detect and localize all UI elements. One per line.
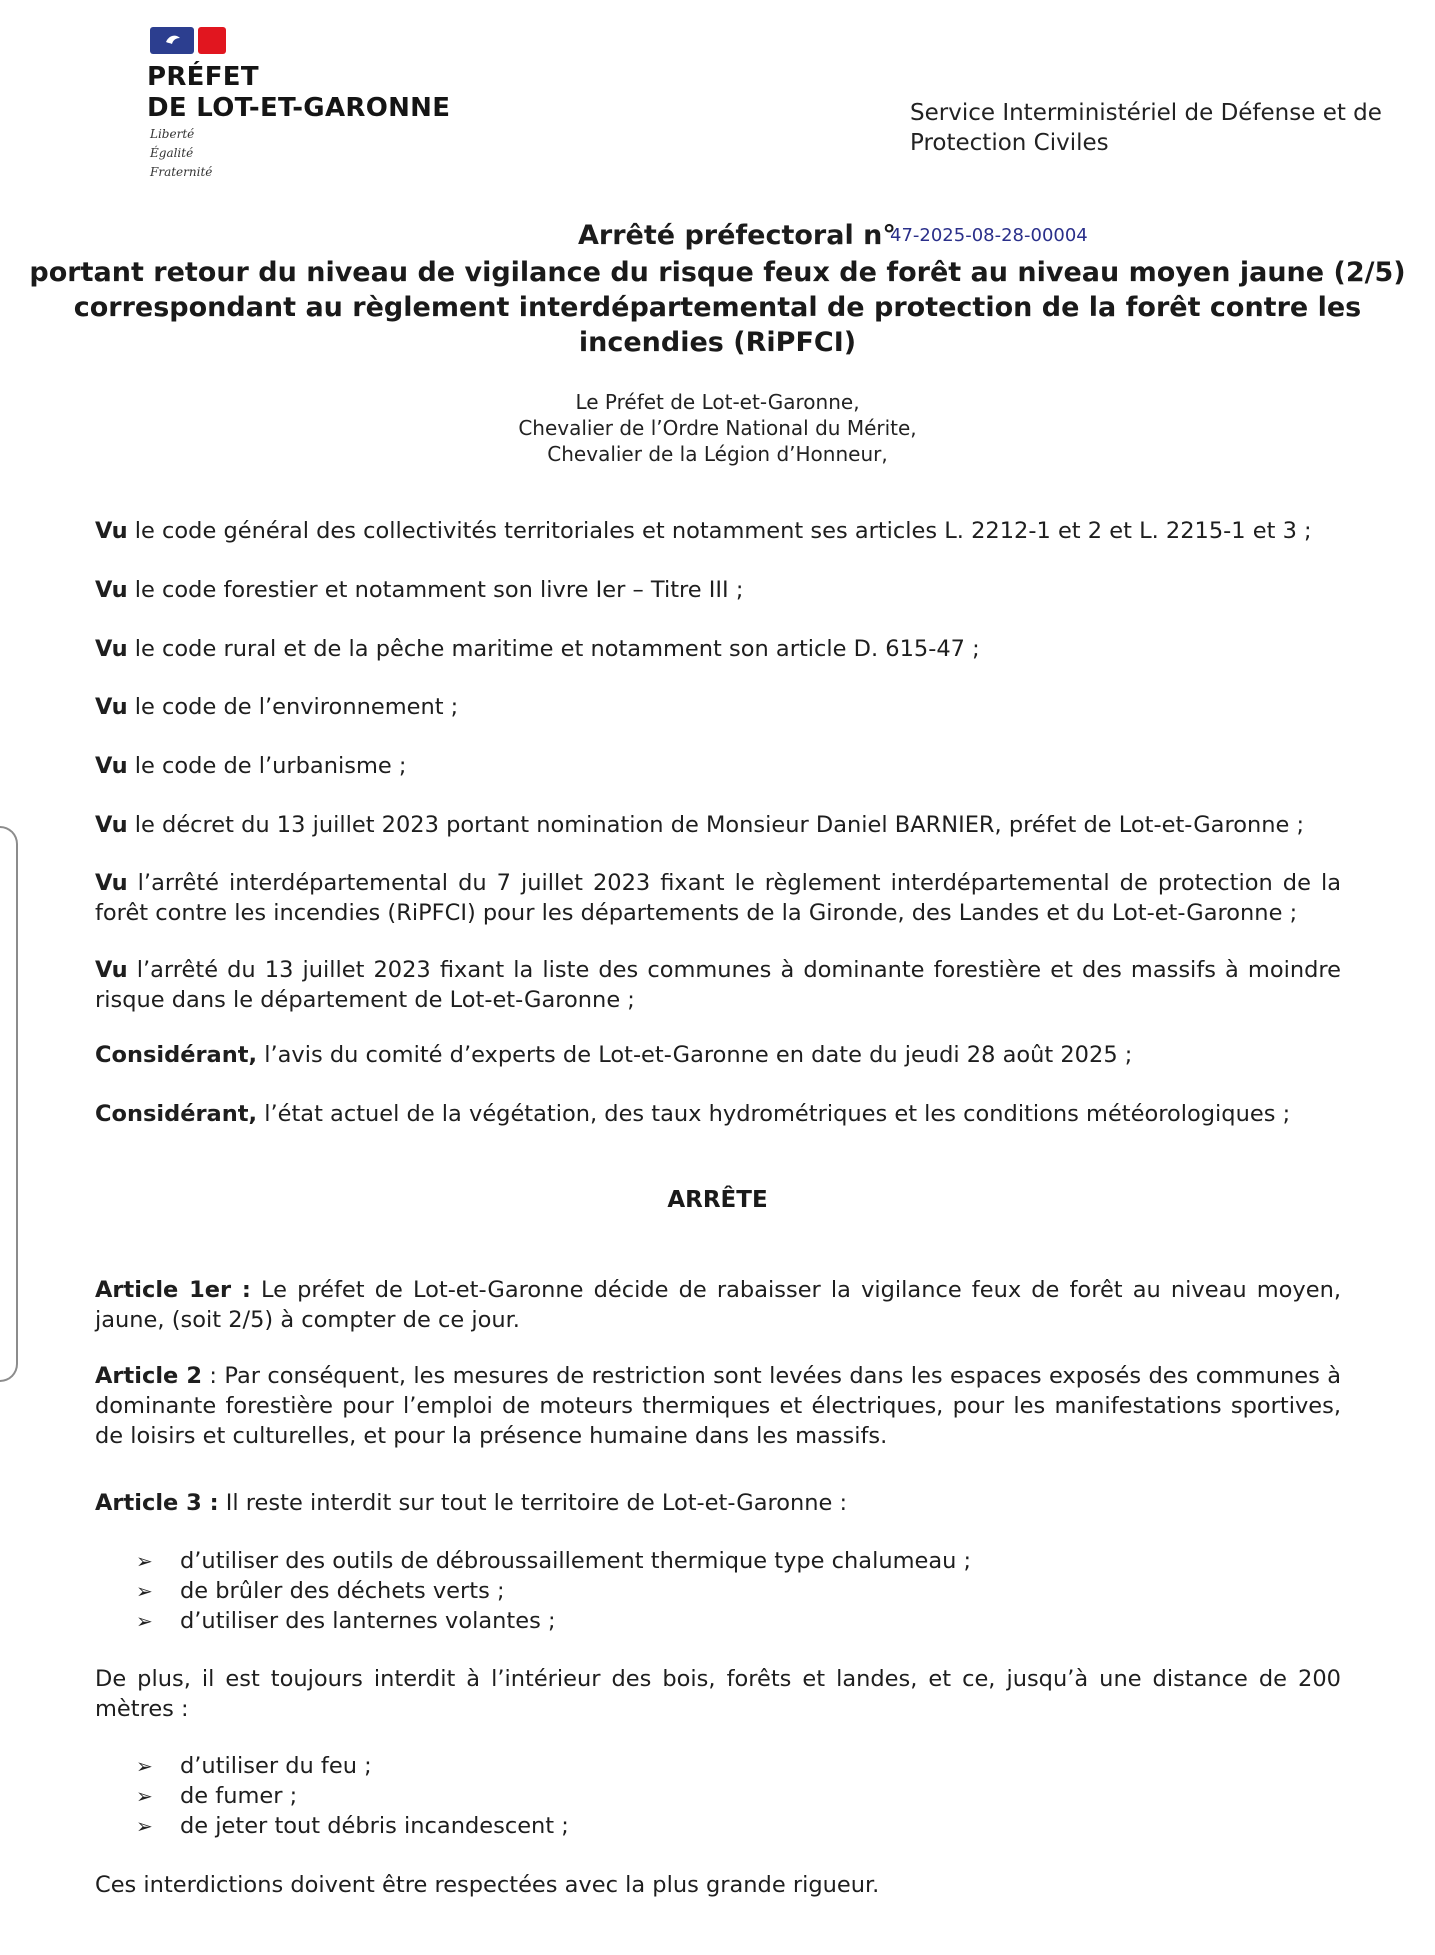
visa-lead: Vu [95, 518, 128, 544]
list-item-text: d’utiliser du feu ; [180, 1753, 372, 1779]
list-item [136, 1546, 971, 1576]
visa-text: le décret du 13 juillet 2023 portant nomination de Monsieur Daniel BARNIER, préfet de Lot-et-Garonne ; [127, 812, 1305, 838]
de-plus-paragraph: De plus, il est toujours interdit à l’intérieur des bois, forêts et landes, et ce, jusqu’à une distance de 200 mètres : [95, 1666, 1341, 1722]
list-item-text: d’utiliser des lanternes volantes ; [180, 1608, 556, 1634]
list-item [136, 1811, 569, 1841]
motto-fraternite: Fraternité [150, 165, 213, 179]
visa-lead: Vu [95, 753, 128, 779]
visa-lead: Vu [95, 957, 128, 983]
visa-lead: Vu [95, 577, 128, 603]
motto-egalite: Égalité [150, 146, 194, 160]
title-label: Arrêté préfectoral n° [578, 220, 896, 251]
list-item [136, 1576, 971, 1606]
visa-text: l’arrêté du 13 juillet 2023 fixant la liste des communes à dominante forestière et des massifs à moindre risque dans le département de Lot-et-Garonne ; [95, 957, 1341, 1013]
visa-paragraph [95, 634, 1341, 664]
visa-text: le code de l’environnement ; [127, 694, 459, 720]
article-3-bullet-list [136, 1546, 971, 1636]
article-1-text: Le préfet de Lot-et-Garonne décide de rabaisser la vigilance feux de forêt au niveau moyen, jaune, (soit 2/5) à compter de ce jour. [95, 1277, 1341, 1333]
title-line-3: correspondant au règlement interdépartemental de protection de la forêt contre les [73, 292, 1362, 323]
list-item-text: de fumer ; [180, 1783, 298, 1809]
arrow-bullet-icon: ➢ [136, 1754, 153, 1778]
list-item-text: de jeter tout débris incandescent ; [180, 1813, 569, 1839]
motto-liberte: Liberté [150, 127, 195, 141]
visa-paragraph [95, 868, 1341, 928]
list-item [136, 1781, 569, 1811]
article-2 [95, 1361, 1341, 1451]
visa-text: le code rural et de la pêche maritime et notamment son article D. 615-47 ; [127, 636, 980, 662]
visa-text: le code général des collectivités territoriales et notamment ses articles L. 2212-1 et 2 et L. 2215-1 et 3 ; [127, 518, 1312, 544]
arrete-number: 47-2025-08-28-00004 [890, 225, 1088, 246]
prefet-title-line2: DE LOT-ET-GARONNE [147, 93, 451, 123]
visa-lead: Vu [95, 694, 128, 720]
article-2-text: : Par conséquent, les mesures de restriction sont levées dans les espaces exposés des communes à dominante forestière pour l’emploi de moteurs thermiques et électriques, pour les manifestations sportives, de loisirs et culturelles, et pour la présence humaine dans les massifs. [95, 1363, 1341, 1449]
title-line-2: portant retour du niveau de vigilance du risque feux de forêt au niveau moyen jaune (2/5) [29, 257, 1406, 288]
intro-line-3: Chevalier de la Légion d’Honneur, [547, 442, 888, 466]
visa-lead: Vu [95, 636, 128, 662]
arrow-bullet-icon: ➢ [136, 1579, 153, 1603]
visa-text: le code forestier et notamment son livre Ier – Titre III ; [127, 577, 744, 603]
visa-lead: Vu [95, 870, 128, 896]
considerant-text: l’état actuel de la végétation, des taux hydrométriques et les conditions météorologiques ; [257, 1101, 1291, 1127]
marianne-profile-icon [164, 32, 182, 49]
visa-paragraph [95, 692, 1341, 722]
considerant-lead: Considérant, [95, 1042, 258, 1068]
article-1 [95, 1275, 1341, 1335]
article-1-lead: Article 1er : [95, 1277, 251, 1303]
considerant-paragraph [95, 1040, 1341, 1070]
visa-paragraph [95, 575, 1341, 605]
article-2-lead: Article 2 [95, 1363, 203, 1389]
article-3 [95, 1488, 1341, 1518]
visa-text: l’arrêté interdépartemental du 7 juillet 2023 fixant le règlement interdépartemental de protection de la forêt contre les incendies (RiPFCI) pour les départements de la Gironde, des Landes et du Lot-et-Garonne ; [95, 870, 1341, 926]
considerant-paragraph [95, 1099, 1341, 1129]
closing-statement: Ces interdictions doivent être respectées avec la plus grande rigueur. [95, 1872, 880, 1898]
article-3-text: Il reste interdit sur tout le territoire de Lot-et-Garonne : [218, 1490, 848, 1516]
prefet-title-line1: PRÉFET [147, 62, 259, 92]
considerant-text: l’avis du comité d’experts de Lot-et-Garonne en date du jeudi 28 août 2025 ; [257, 1042, 1133, 1068]
visa-lead: Vu [95, 812, 128, 838]
list-item [136, 1606, 971, 1636]
service-name: Service Interministériel de Défense et de Protection Civiles [910, 100, 1382, 156]
intro-line-1: Le Préfet de Lot-et-Garonne, [575, 390, 860, 414]
visa-paragraph [95, 810, 1341, 840]
arrow-bullet-icon: ➢ [136, 1609, 153, 1633]
visa-text: le code de l’urbanisme ; [127, 753, 407, 779]
arrow-bullet-icon: ➢ [136, 1784, 153, 1808]
arrete-heading: ARRÊTE [667, 1187, 768, 1213]
visa-paragraph [95, 751, 1341, 781]
intro-line-2: Chevalier de l’Ordre National du Mérite, [518, 416, 917, 440]
visa-paragraph [95, 955, 1341, 1015]
list-item [136, 1751, 569, 1781]
scan-edge-bracket [0, 826, 18, 1382]
title-line-4: incendies (RiPFCI) [578, 327, 857, 358]
article-3-lead: Article 3 : [95, 1490, 219, 1516]
list-item-text: de brûler des déchets verts ; [180, 1578, 505, 1604]
arrow-bullet-icon: ➢ [136, 1814, 153, 1838]
visa-paragraph [95, 516, 1341, 546]
flag-red-block [198, 27, 226, 54]
arrow-bullet-icon: ➢ [136, 1549, 153, 1573]
de-plus-bullet-list [136, 1751, 569, 1841]
marianne-flag-logo [150, 27, 226, 54]
list-item-text: d’utiliser des outils de débroussaillement thermique type chalumeau ; [180, 1548, 972, 1574]
considerant-lead: Considérant, [95, 1101, 258, 1127]
